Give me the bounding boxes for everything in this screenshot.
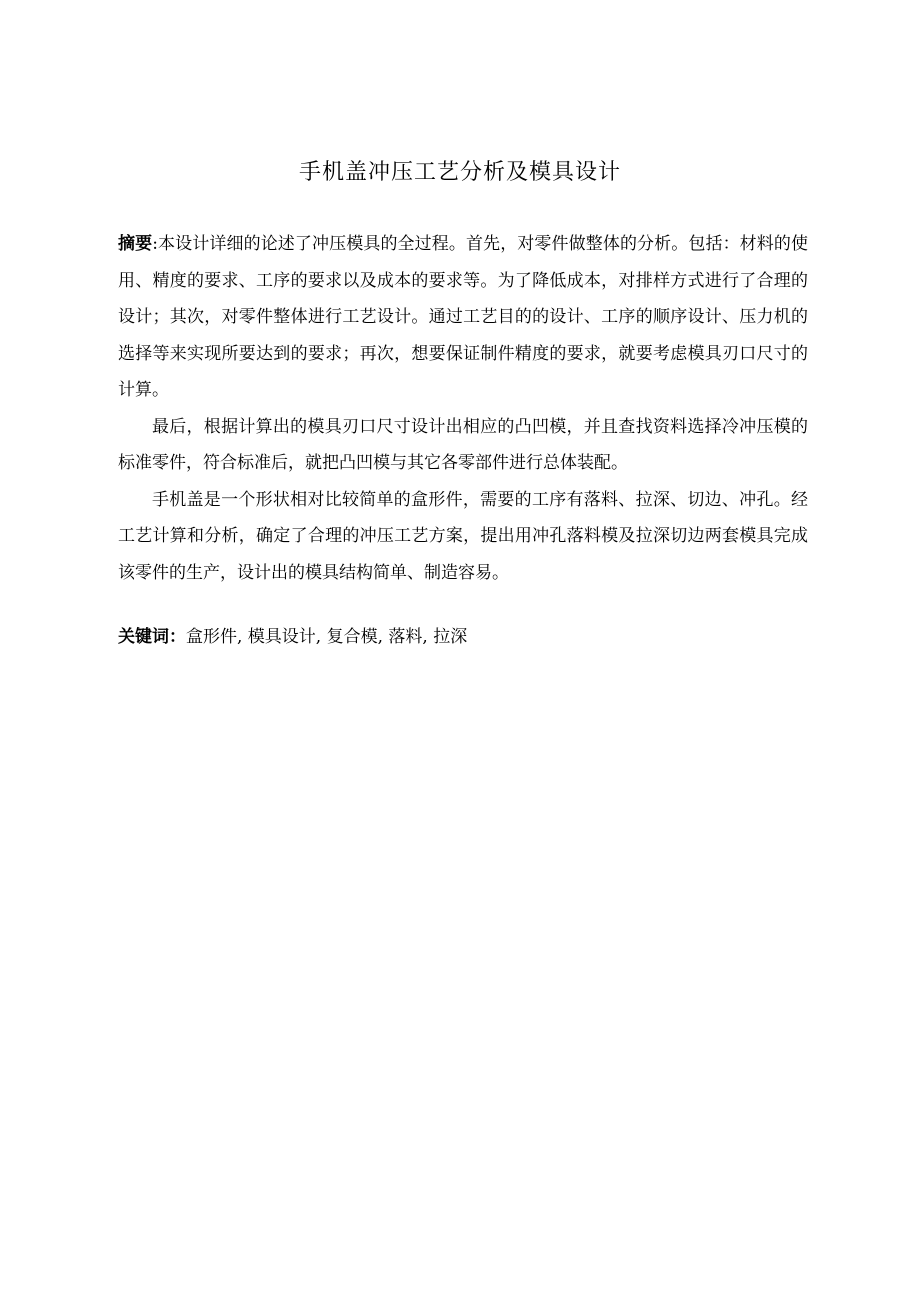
abstract-paragraph-2: 最后，根据计算出的模具刃口尺寸设计出相应的凸凹模，并且查找资料选择冷冲压模的标准零件，符合标准后，就把凸凹模与其它各零部件进行总体装配。	[118, 416, 808, 473]
abstract-paragraph-1	[118, 226, 808, 409]
abstract-paragraph-3: 手机盖是一个形状相对比较简单的盒形件，需要的工序有落料、拉深、切边、冲孔。经工艺计算和分析，确定了合理的冲压工艺方案，提出用冲孔落料模及拉深切边两套模具完成该零件的生产，设计出的模具结构简单、制造容易。	[118, 489, 808, 583]
keywords-label: 关键词：	[118, 627, 186, 647]
abstract-section	[118, 226, 808, 591]
keywords-line	[118, 620, 808, 654]
abstract-separator: :	[152, 234, 158, 254]
document-title: 手机盖冲压工艺分析及模具设计	[298, 160, 621, 185]
keywords-value: 盒形件, 模具设计, 复合模, 落料, 拉深	[186, 627, 468, 647]
abstract-paragraph-1-text: 本设计详细的论述了冲压模具的全过程。首先，对零件做整体的分析。包括：材料的使用、精度的要求、工序的要求以及成本的要求等。为了降低成本，对排样方式进行了合理的设计；其次，对零件整体进行工艺设计。通过工艺目的的设计、工序的顺序设计、压力机的选择等来实现所要达到的要求；再次，想要保证制件精度的要求，就要考虑模具刃口尺寸的计算。	[118, 234, 809, 400]
abstract-label: 摘要	[118, 234, 153, 254]
